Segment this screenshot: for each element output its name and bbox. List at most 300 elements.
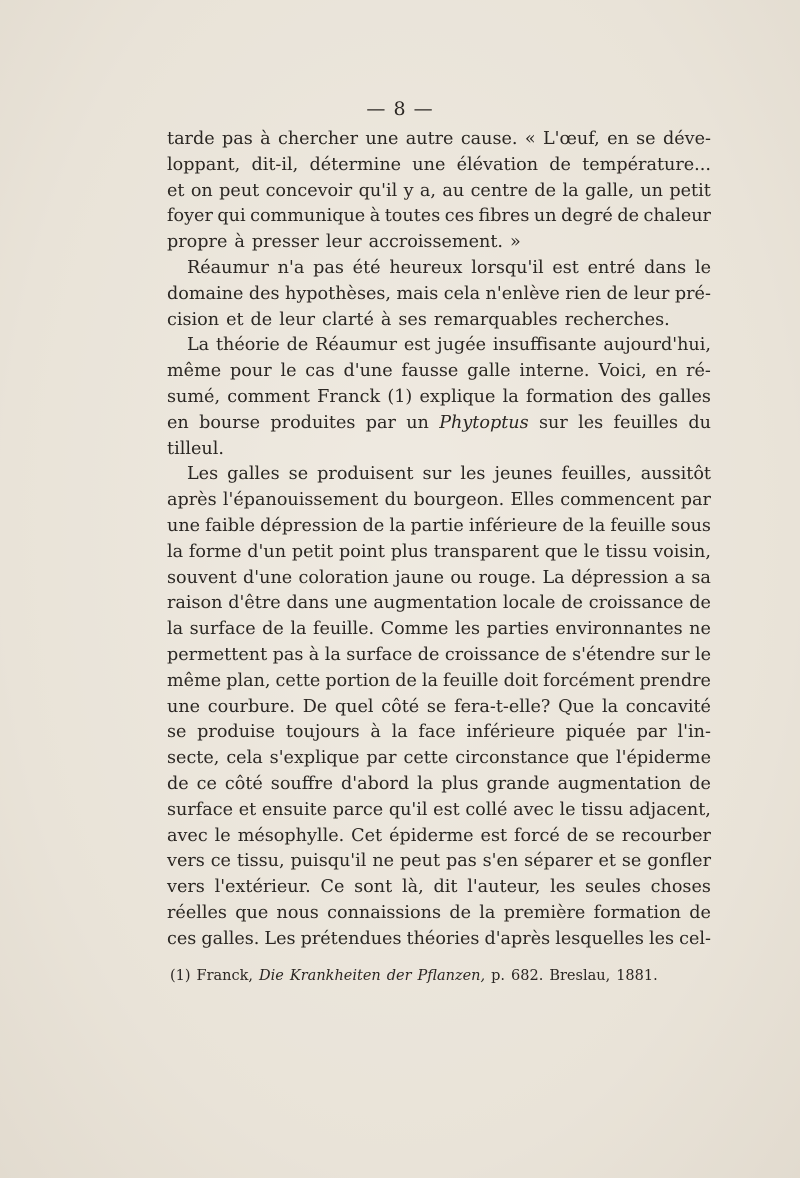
word: tilleul. (167, 438, 224, 459)
footnote-word: 1881. (616, 968, 658, 984)
word: au (442, 180, 465, 201)
word: une (334, 593, 368, 614)
word: d'une (343, 361, 393, 382)
word: de (617, 206, 640, 227)
word: comment (227, 386, 310, 407)
word: grande (486, 773, 550, 794)
word: dit-il, (251, 154, 299, 175)
word: face (418, 722, 456, 743)
word: est (433, 799, 460, 820)
word: leur (325, 232, 362, 253)
text-line (167, 901, 711, 927)
word: parties (486, 619, 549, 640)
word: un (640, 180, 663, 201)
word: épiderme (389, 825, 474, 846)
word: une (365, 129, 399, 149)
word: le (559, 799, 576, 820)
word: prétendues (300, 928, 402, 949)
word: de (534, 180, 557, 201)
word: transparent (433, 541, 540, 562)
word: en (655, 361, 678, 382)
word: foyer (167, 206, 213, 227)
word: de (362, 515, 385, 536)
word: souffre (270, 773, 334, 794)
text-line (167, 772, 711, 798)
footnote-word: p. (491, 968, 506, 984)
word: concavité (625, 696, 711, 717)
word: les (454, 619, 481, 640)
word: théories (406, 928, 480, 949)
word: côté (381, 696, 420, 717)
word: ce (196, 773, 217, 794)
word: plus (441, 773, 479, 794)
word: sont (354, 877, 393, 898)
word: peut (399, 851, 441, 872)
word: autre (405, 129, 454, 149)
text-line (167, 333, 711, 359)
word: on (190, 180, 213, 201)
page-body-text (167, 127, 711, 953)
word: produisent (317, 464, 414, 485)
word: formation (525, 386, 614, 407)
word: de (562, 515, 585, 536)
word: température... (582, 154, 711, 175)
text-line (167, 566, 711, 592)
word: heureux (389, 257, 463, 278)
word: Franck (317, 386, 381, 407)
word: feuilles, (561, 464, 632, 485)
word: de (566, 825, 589, 846)
footnote-word: Krankheiten (289, 968, 381, 984)
word: sur (660, 644, 690, 665)
text-line (167, 308, 711, 334)
word: plus (390, 541, 428, 562)
text-line (167, 798, 711, 824)
text-line (167, 462, 711, 488)
word: est (403, 335, 431, 356)
word: jeunes (494, 464, 553, 485)
word: De (302, 696, 328, 717)
word: l'épanouissement (222, 490, 379, 511)
word: ces (444, 206, 475, 227)
text-line (167, 153, 711, 179)
word: après (167, 490, 217, 511)
footnote-word: Breslau, (549, 968, 611, 984)
word: la (167, 619, 184, 640)
word: augmentation (373, 593, 498, 614)
text-line (167, 411, 711, 437)
word: point (339, 541, 385, 562)
word: commencent (560, 490, 675, 511)
word: le (694, 644, 711, 665)
word: vers (167, 851, 205, 872)
word: d'abord (341, 773, 410, 794)
text-line (167, 204, 711, 230)
word: une (167, 515, 201, 536)
word: recherches. (564, 309, 670, 330)
word: de (417, 644, 440, 665)
word: jaune (394, 567, 445, 588)
word: Les (187, 464, 219, 485)
word: est (480, 825, 508, 846)
word: que (576, 748, 610, 769)
word: loppant, (167, 154, 241, 175)
word: de (606, 283, 629, 304)
word: par (366, 748, 397, 769)
footnote (170, 968, 710, 984)
word: tarde (167, 129, 215, 149)
word: même (167, 670, 222, 691)
text-line (167, 230, 711, 256)
text-line (167, 359, 711, 385)
word: la (389, 515, 406, 536)
word: gonfler (647, 851, 711, 872)
word: d'un (247, 541, 287, 562)
word: degré (561, 206, 613, 227)
word: par (636, 722, 667, 743)
word: secte, (167, 748, 220, 769)
word: galles (227, 464, 280, 485)
word: communique (250, 206, 366, 227)
word: un (533, 206, 557, 227)
footnote-word: Pflanzen, (417, 968, 486, 984)
word: Ce (320, 877, 345, 898)
word: » (510, 232, 521, 253)
word: augmentation (557, 773, 682, 794)
word: hypothèses, (285, 283, 392, 304)
text-line (167, 488, 711, 514)
word: lesquelles (555, 928, 644, 949)
word: d'être (228, 593, 281, 614)
word: n'enlève (485, 283, 560, 304)
word: ces (167, 928, 197, 949)
word: feuille. (312, 619, 375, 640)
word: doit (503, 670, 539, 691)
footnote-word: (1) (170, 968, 191, 984)
text-line (167, 720, 711, 746)
text-line (167, 256, 711, 282)
word: de (395, 670, 417, 691)
word: ses (398, 309, 427, 330)
word: cause. (460, 129, 518, 149)
text-line (167, 127, 711, 153)
word: tissu, (236, 851, 285, 872)
word: Réaumur (315, 335, 398, 356)
word: explique (419, 386, 496, 407)
word: le (694, 257, 711, 278)
word: la (417, 773, 434, 794)
word: Phytoptus (439, 412, 529, 433)
word: d'après (484, 928, 551, 949)
word: pas (272, 644, 304, 665)
word: ne (689, 619, 711, 640)
word: se (595, 825, 615, 846)
word: choses (650, 877, 711, 898)
word: L'œuf, (542, 129, 600, 149)
word: de (689, 902, 711, 923)
word: que (235, 902, 269, 923)
word: clarté (322, 309, 374, 330)
word: Les (264, 928, 296, 949)
word: y (403, 180, 414, 201)
word: la (479, 902, 496, 923)
word: été (352, 257, 381, 278)
word: ou (450, 567, 473, 588)
word: à (369, 206, 381, 227)
word: aussitôt (640, 464, 711, 485)
word: adjacent, (628, 799, 711, 820)
word: ce (210, 851, 231, 872)
word: petit (669, 180, 711, 201)
footnote-word: der (386, 968, 412, 984)
word: est (552, 257, 579, 278)
word: de (549, 154, 571, 175)
word: l'in- (677, 722, 711, 743)
word: élévation (456, 154, 539, 175)
word: qu'il (358, 180, 398, 201)
word: le (280, 361, 297, 382)
word: formation (593, 902, 681, 923)
word: d'une (243, 567, 293, 588)
word: une (412, 154, 446, 175)
word: la (562, 180, 579, 201)
word: pour (230, 361, 272, 382)
word: rien (565, 283, 602, 304)
word: détermine (309, 154, 402, 175)
text-line (167, 282, 711, 308)
word: s'explique (269, 748, 360, 769)
word: entré (587, 257, 636, 278)
word: dit (433, 877, 458, 898)
word: croissance (444, 644, 540, 665)
word: remarquables (433, 309, 558, 330)
word: interne. (519, 361, 590, 382)
word: avec (167, 825, 208, 846)
word: rouge. (478, 567, 537, 588)
word: avec (513, 799, 554, 820)
word: feuilles (613, 412, 679, 433)
word: et (226, 309, 244, 330)
word: dépression (260, 515, 358, 536)
word: même (167, 361, 222, 382)
word: croissance (588, 593, 684, 614)
word: les (649, 928, 675, 949)
word: cela (443, 283, 481, 304)
word: (1) (387, 386, 413, 407)
word: feuille (443, 670, 499, 691)
word: se (621, 851, 642, 872)
word: de (250, 309, 273, 330)
word: nous (276, 902, 319, 923)
word: cette (403, 748, 449, 769)
word: la (589, 515, 606, 536)
word: forme (188, 541, 242, 562)
word: coloration (298, 567, 389, 588)
word: surface (189, 619, 256, 640)
word: déve- (662, 129, 711, 149)
word: de (262, 619, 284, 640)
word: la (391, 722, 408, 743)
word: raison (167, 593, 223, 614)
text-line (167, 591, 711, 617)
word: s'étendre (572, 644, 656, 665)
word: presser (251, 232, 319, 253)
word: à (260, 129, 271, 149)
word: sur (422, 464, 452, 485)
word: pas (445, 851, 477, 872)
word: produise (197, 722, 276, 743)
word: les (578, 412, 604, 433)
word: inférieure (466, 722, 555, 743)
text-line (167, 437, 711, 463)
word: La (542, 567, 565, 588)
word: produites (270, 412, 356, 433)
word: du (688, 412, 711, 433)
word: de (689, 773, 711, 794)
text-line (167, 824, 711, 850)
word: de (449, 902, 471, 923)
word: s'en (482, 851, 519, 872)
word: qu'il (388, 799, 428, 820)
word: accroissement. (368, 232, 503, 253)
word: des (248, 283, 280, 304)
word: n'a (277, 257, 305, 278)
word: l'extérieur. (214, 877, 311, 898)
word: leur (279, 309, 316, 330)
word: Voici, (598, 361, 647, 382)
word: de (561, 593, 583, 614)
text-line (167, 695, 711, 721)
word: cette (275, 670, 321, 691)
word: se (288, 464, 309, 485)
word: faible (205, 515, 256, 536)
footnote-word: Franck, (196, 968, 254, 984)
word: a (674, 567, 686, 588)
word: Cet (351, 825, 383, 846)
word: inférieure (468, 515, 558, 536)
word: sur (538, 412, 568, 433)
text-line (167, 514, 711, 540)
word: cas (305, 361, 335, 382)
word: par (365, 412, 396, 433)
word: la (421, 670, 439, 691)
word: à (308, 644, 320, 665)
word: Réaumur (187, 257, 269, 278)
word: mésophylle. (237, 825, 345, 846)
word: en (607, 129, 629, 149)
word: puisqu'il (290, 851, 367, 872)
word: tissu (605, 541, 648, 562)
word: surface (346, 644, 413, 665)
text-line (167, 385, 711, 411)
word: recourber (621, 825, 711, 846)
word: forcément (543, 670, 635, 691)
text-line (167, 927, 711, 953)
word: un (406, 412, 429, 433)
word: environnantes (555, 619, 683, 640)
word: à (380, 309, 392, 330)
word: courbure. (207, 696, 295, 717)
word: sa (691, 567, 711, 588)
word: piquée (565, 722, 626, 743)
word: dans (286, 593, 329, 614)
page-number: — 8 — (366, 98, 434, 120)
text-line (167, 669, 711, 695)
word: la (601, 696, 619, 717)
word: concevoir (265, 180, 353, 201)
text-line (167, 617, 711, 643)
text-line (167, 875, 711, 901)
word: se (636, 129, 656, 149)
text-line (167, 179, 711, 205)
footnote-word: Die (259, 968, 284, 984)
text-line (167, 746, 711, 772)
word: fibres (478, 206, 530, 227)
word: collé (465, 799, 508, 820)
text-line (167, 643, 711, 669)
word: mais (396, 283, 439, 304)
word: bourgeon. (413, 490, 505, 511)
word: par (680, 490, 711, 511)
word: chercher (277, 129, 358, 149)
word: et (167, 180, 185, 201)
word: centre (470, 180, 529, 201)
word: locale (502, 593, 556, 614)
word: à (234, 232, 245, 253)
word: plan, (226, 670, 271, 691)
word: propre (167, 232, 228, 253)
word: et (238, 799, 257, 820)
word: souvent (167, 567, 237, 588)
word: en (167, 412, 189, 433)
footnote-word: 682. (511, 968, 544, 984)
word: se (167, 722, 187, 743)
word: jugée (437, 335, 487, 356)
word: se (426, 696, 447, 717)
word: qui (217, 206, 246, 227)
word: cision (167, 309, 220, 330)
word: surface (167, 799, 234, 820)
word: « (524, 129, 536, 149)
word: Que (558, 696, 595, 717)
word: portion (325, 670, 391, 691)
word: petit (291, 541, 334, 562)
word: Elles (510, 490, 555, 511)
word: l'épiderme (616, 748, 711, 769)
word: toutes (384, 206, 441, 227)
word: pré- (674, 283, 711, 304)
word: de (544, 644, 567, 665)
word: toujours (285, 722, 360, 743)
word: galle (467, 361, 511, 382)
word: réelles (167, 902, 227, 923)
word: vers (167, 877, 205, 898)
word: cel- (679, 928, 711, 949)
word: la (324, 644, 341, 665)
word: et (598, 851, 616, 872)
word: cela (226, 748, 263, 769)
text-line (167, 849, 711, 875)
word: connaissions (327, 902, 442, 923)
word: les (550, 877, 576, 898)
word: insuffisante (492, 335, 597, 356)
word: le (214, 825, 231, 846)
word: une (167, 696, 201, 717)
word: dépression (570, 567, 669, 588)
word: bourse (199, 412, 261, 433)
word: chaleur (643, 206, 711, 227)
word: ensuite (261, 799, 328, 820)
